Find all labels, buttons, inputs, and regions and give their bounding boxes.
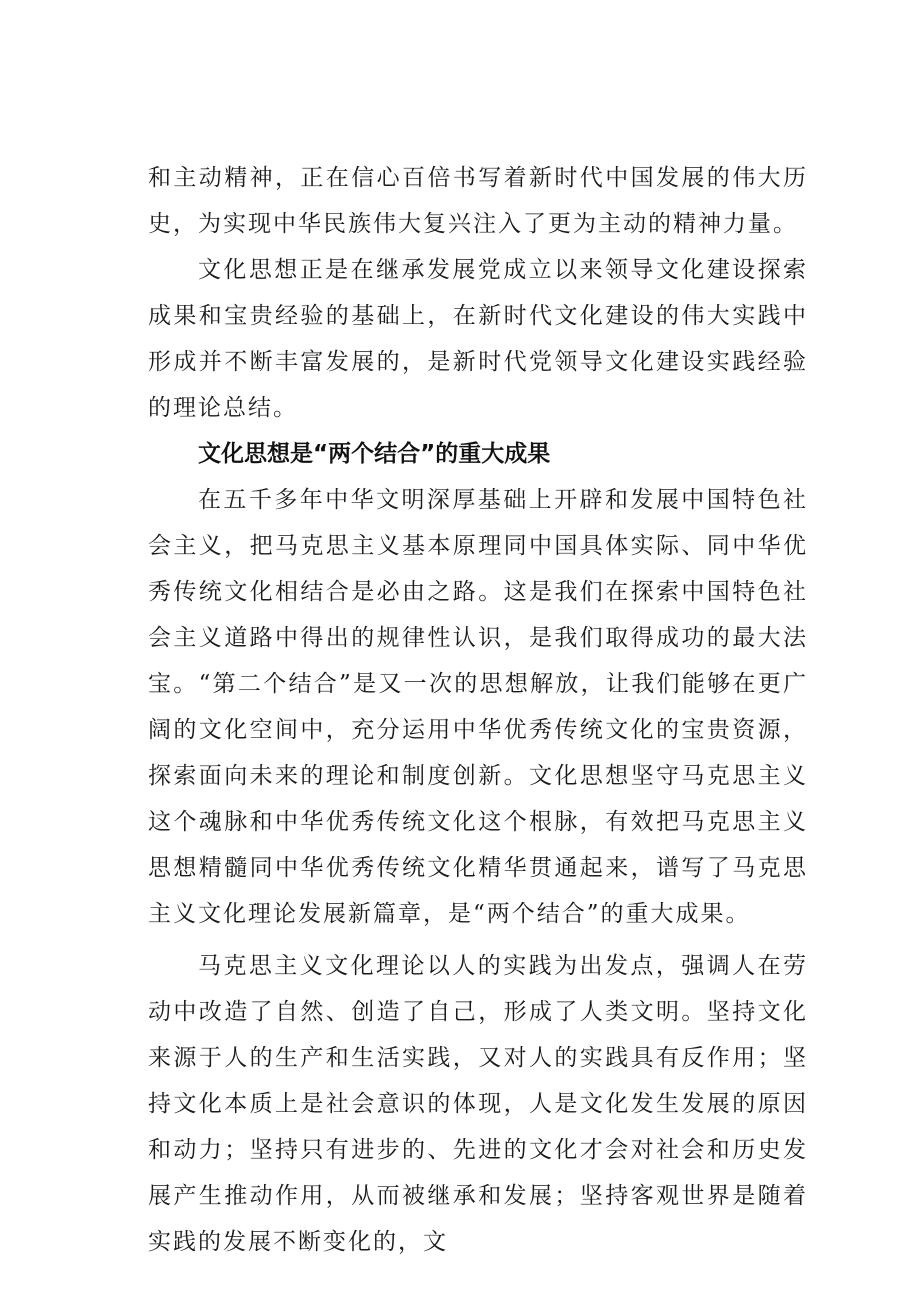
paragraph: 在五千多年中华文明深厚基础上开辟和发展中国特色社会主义，把马克思主义基本原理同中国具体实际、同中华优秀传统文化相结合是必由之路。这是我们在探索中国特色社会主义道路中得出的规律性认识，是我们取得成功的最大法宝。“第二个结合”是又一次的思想解放，让我们能够在更广阔的文化空间中，充分运用中华优秀传统文化的宝贵资源，探索面向未来的理论和制度创新。文化思想坚守马克思主义这个魂脉和中华优秀传统文化这个根脉，有效把马克思主义思想精髓同中华优秀传统文化精华贯通起来，谱写了马克思主义文化理论发展新篇章，是“两个结合”的重大成果。 <box>148 487 808 927</box>
paragraph-continued: 和主动精神，正在信心百倍书写着新时代中国发展的伟大历史，为实现中华民族伟大复兴注入了更为主动的精神力量。 <box>148 165 808 237</box>
section-heading: 文化思想是“两个结合”的重大成果 <box>198 441 551 467</box>
paragraph: 文化思想正是在继承发展党成立以来领导文化建设探索成果和宝贵经验的基础上，在新时代文化建设的伟大实践中形成并不断丰富发展的，是新时代党领导文化建设实践经验的理论总结。 <box>148 257 808 421</box>
document-body <box>148 155 808 1265</box>
paragraph: 马克思主义文化理论以人的实践为出发点，强调人在劳动中改造了自然、创造了自己，形成了人类文明。坚持文化来源于人的生产和生活实践，又对人的实践具有反作用；坚持文化本质上是社会意识的体现，人是文化发生发展的原因和动力；坚持只有进步的、先进的文化才会对社会和历史发展产生推动作用，从而被继承和发展；坚持客观世界是随着实践的发展不断变化的，文 <box>148 953 808 1255</box>
